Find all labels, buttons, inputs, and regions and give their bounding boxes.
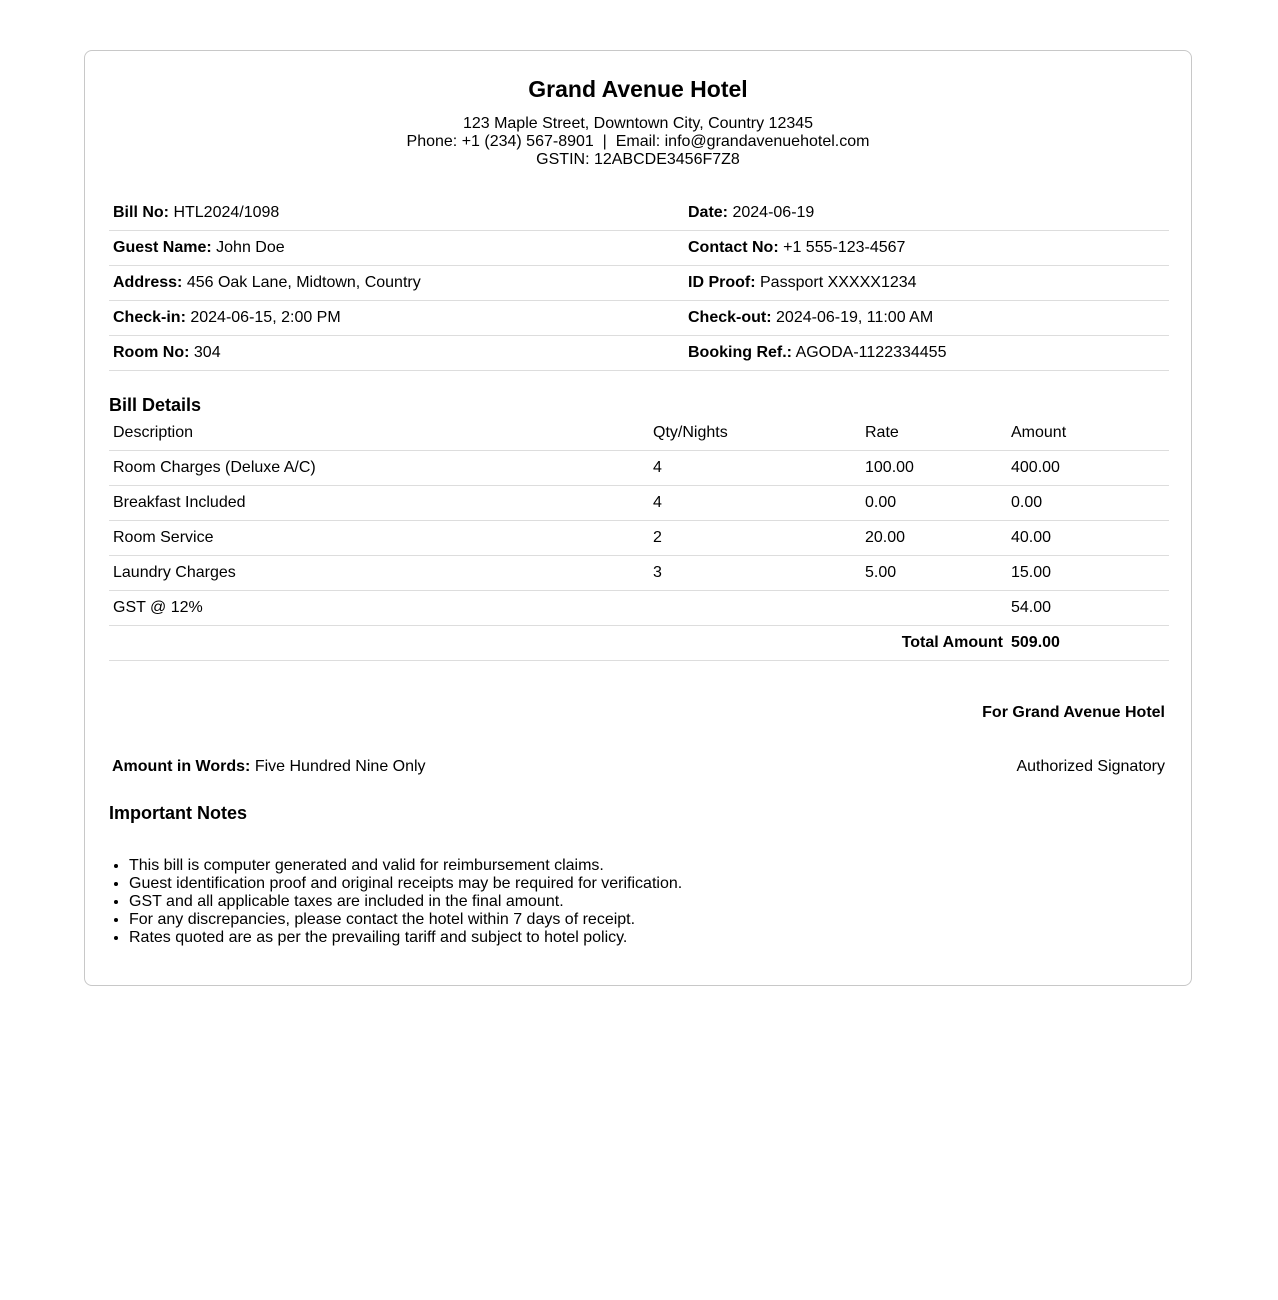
item-rate: 100.00 — [861, 451, 1007, 486]
hotel-contact: Phone: +1 (234) 567-8901 | Email: info@grandavenuehotel.com — [406, 133, 870, 150]
item-rate: 5.00 — [861, 556, 1007, 591]
item-qty: 4 — [649, 451, 861, 486]
invoice-card — [84, 50, 1192, 986]
address-label: Address: — [113, 274, 183, 291]
item-description: Room Charges (Deluxe A/C) — [109, 451, 649, 486]
item-description: GST @ 12% — [109, 591, 649, 626]
bill-no-label: Bill No: — [113, 204, 169, 221]
guest-info-table — [109, 196, 1169, 371]
total-row — [109, 626, 1169, 661]
item-amount: 54.00 — [1007, 591, 1169, 626]
col-description: Description — [109, 416, 649, 451]
table-row — [109, 486, 1169, 521]
checkin-value: 2024-06-15, 2:00 PM — [190, 309, 341, 326]
table-row — [109, 451, 1169, 486]
check-in — [109, 301, 684, 336]
address-value: 456 Oak Lane, Midtown, Country — [186, 274, 421, 291]
bill-no — [109, 196, 684, 231]
authorized-signatory: Authorized Signatory — [1016, 758, 1165, 775]
list-item: • Rates quoted are as per the prevailing tariff and subject to hotel policy. — [129, 929, 682, 947]
guest-address — [109, 266, 684, 301]
contact-no — [684, 231, 1169, 266]
item-description: Room Service — [109, 521, 649, 556]
booking-value: AGODA-1122334455 — [795, 344, 947, 361]
hotel-name: Grand Avenue Hotel — [528, 76, 748, 102]
total-value: 509.00 — [1007, 626, 1169, 661]
checkin-label: Check-in: — [113, 309, 186, 326]
item-qty: 4 — [649, 486, 861, 521]
id-label: ID Proof: — [688, 274, 756, 291]
id-value: Passport XXXXX1234 — [760, 274, 917, 291]
room-no — [109, 336, 684, 371]
table-row — [109, 521, 1169, 556]
info-row — [109, 336, 1169, 371]
item-amount: 15.00 — [1007, 556, 1169, 591]
contact-label: Contact No: — [688, 239, 779, 256]
item-description: Laundry Charges — [109, 556, 649, 591]
item-amount: 400.00 — [1007, 451, 1169, 486]
notes-list — [129, 857, 682, 947]
item-qty: 2 — [649, 521, 861, 556]
room-value: 304 — [193, 344, 221, 361]
date-label: Date: — [688, 204, 729, 221]
words-label: Amount in Words: — [112, 758, 251, 775]
info-row — [109, 301, 1169, 336]
total-label: Total Amount — [109, 626, 1007, 661]
table-row — [109, 591, 1169, 626]
list-item: • GST and all applicable taxes are included in the final amount. — [129, 893, 682, 911]
bill-details-title: Bill Details — [109, 395, 202, 415]
list-item: • For any discrepancies, please contact the hotel within 7 days of receipt. — [129, 911, 682, 929]
booking-label: Booking Ref.: — [688, 344, 792, 361]
bill-date — [684, 196, 1169, 231]
room-label: Room No: — [113, 344, 190, 361]
check-out — [684, 301, 1169, 336]
item-qty: 3 — [649, 556, 861, 591]
item-rate: 20.00 — [861, 521, 1007, 556]
checkout-value: 2024-06-19, 11:00 AM — [776, 309, 934, 326]
item-amount: 40.00 — [1007, 521, 1169, 556]
for-hotel: For Grand Avenue Hotel — [982, 704, 1165, 721]
checkout-label: Check-out: — [688, 309, 772, 326]
date-value: 2024-06-19 — [732, 204, 815, 221]
table-row — [109, 556, 1169, 591]
id-proof — [684, 266, 1169, 301]
col-rate: Rate — [861, 416, 1007, 451]
guest-value: John Doe — [216, 239, 285, 256]
col-qty: Qty/Nights — [649, 416, 861, 451]
item-description: Breakfast Included — [109, 486, 649, 521]
guest-name — [109, 231, 684, 266]
info-row — [109, 266, 1169, 301]
item-amount: 0.00 — [1007, 486, 1169, 521]
hotel-gstin: GSTIN: 12ABCDE3456F7Z8 — [536, 151, 740, 168]
hotel-address: 123 Maple Street, Downtown City, Country 12345 — [462, 115, 814, 132]
info-row — [109, 231, 1169, 266]
list-item: • This bill is computer generated and valid for reimbursement claims. — [129, 857, 682, 875]
item-qty — [649, 591, 861, 626]
amount-in-words — [112, 758, 426, 776]
booking-ref — [684, 336, 1169, 371]
table-header-row — [109, 416, 1169, 451]
col-amount: Amount — [1007, 416, 1169, 451]
item-rate: 0.00 — [861, 486, 1007, 521]
contact-value: +1 555-123-4567 — [783, 239, 906, 256]
guest-label: Guest Name: — [113, 239, 212, 256]
words-value: Five Hundred Nine Only — [254, 758, 426, 775]
info-row — [109, 196, 1169, 231]
item-rate — [861, 591, 1007, 626]
invoice-header — [85, 51, 1191, 169]
bill-items-table — [109, 416, 1169, 661]
notes-title: Important Notes — [109, 803, 248, 823]
bill-no-value: HTL2024/1098 — [173, 204, 280, 221]
list-item: • Guest identification proof and original receipts may be required for verification. — [129, 875, 682, 893]
